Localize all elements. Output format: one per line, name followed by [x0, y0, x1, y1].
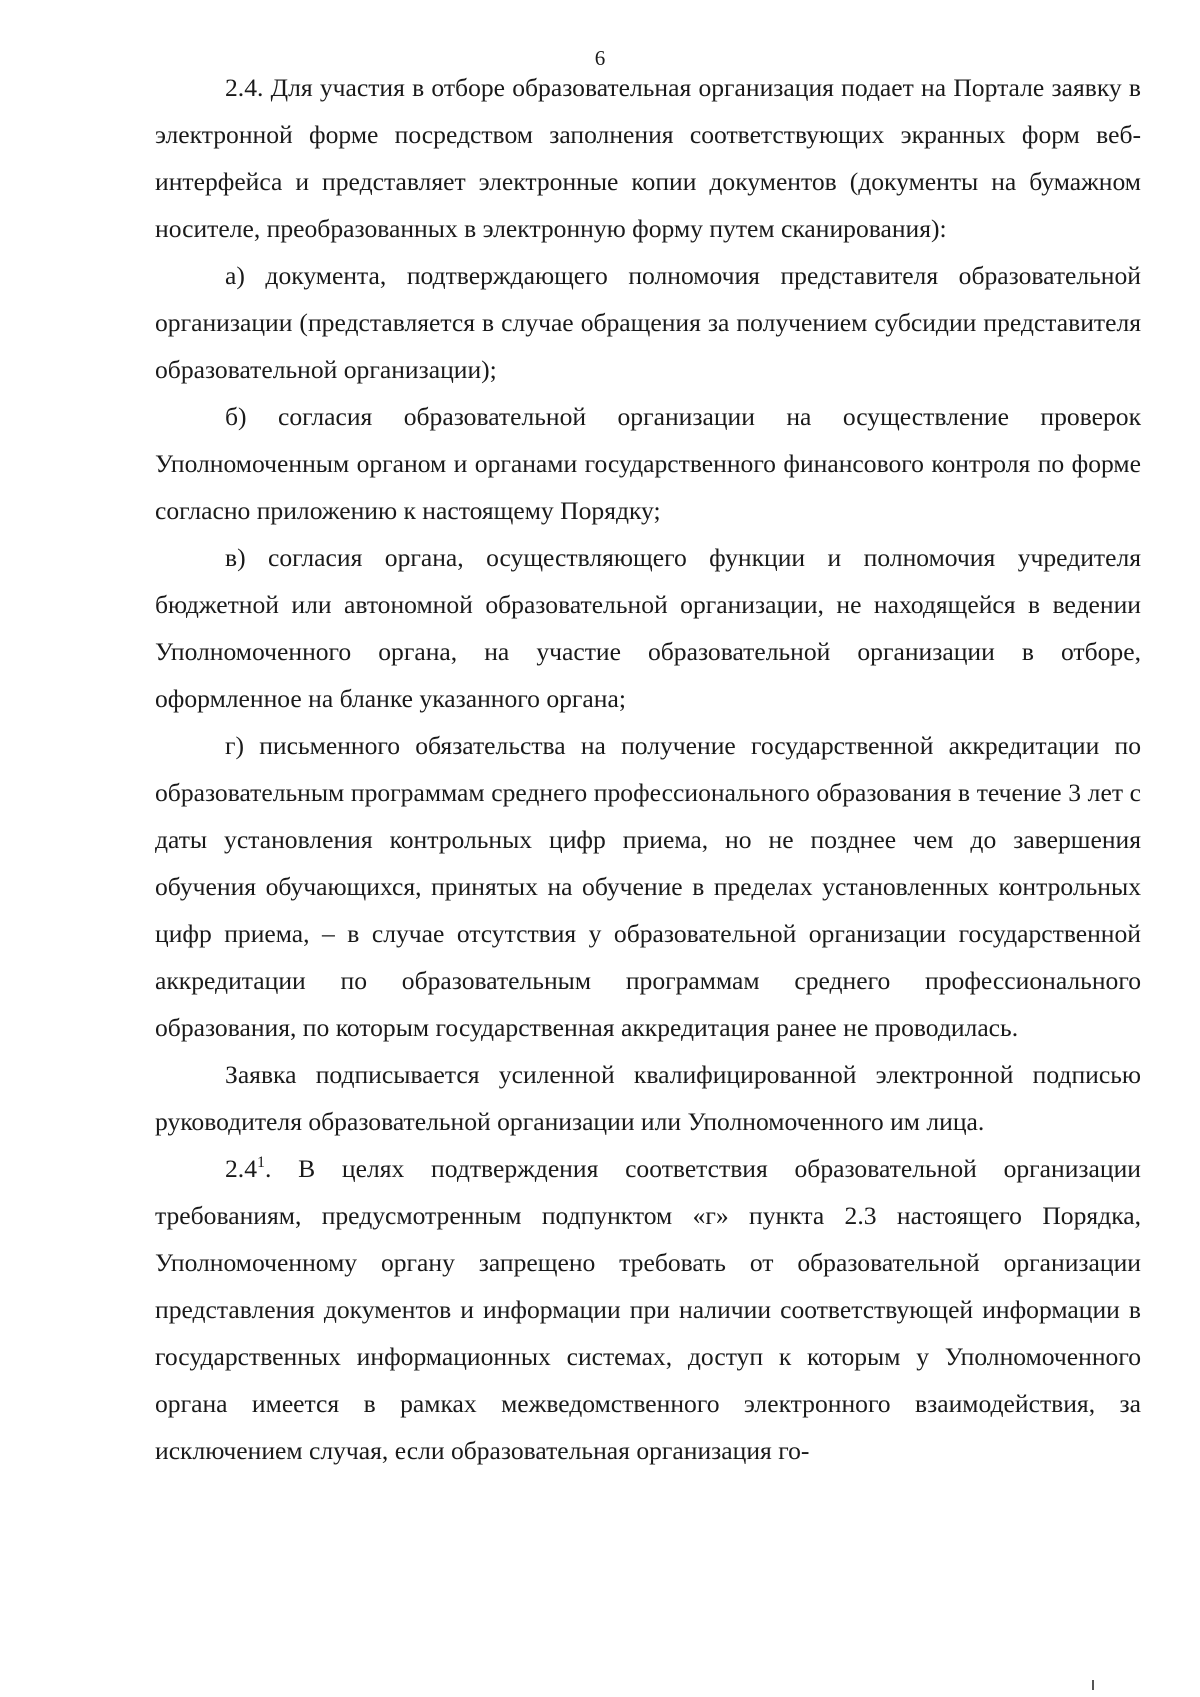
paragraph-2-4: 2.4. Для участия в отборе образовательная организация подает на Портале заявку в электронной форме посредством заполнения соответствующих экранных форм веб-интерфейса и представляет электронные копии документов (документы на бумажном носителе, преобразованных в электронную форму путем сканирования): — [155, 73, 1141, 243]
paragraph-item-g: г) письменного обязательства на получение государственной аккредитации по образовательным программам среднего профессионального образования в течение 3 лет с даты установления контрольных цифр приема, но не позднее чем до завершения обучения обучающихся, принятых на обучение в пределах установленных контрольных цифр приема, – в случае отсутствия у образовательной организации государственной аккредитации по образовательным программам среднего профессионального образования, по которым государственная аккредитация ранее не проводилась. — [155, 731, 1141, 1042]
paragraph-2-4-1 — [155, 1145, 1141, 1474]
page-number: 6 — [594, 46, 606, 70]
paragraph-signature: Заявка подписывается усиленной квалифицированной электронной подписью руководителя образовательной организации или Уполномоченного им лица. — [155, 1060, 1141, 1136]
paragraph-2-4-1-text: . В целях подтверждения соответствия образовательной организации требованиям, предусмотренным подпунктом «г» пункта 2.3 настоящего Порядка, Уполномоченному органу запрещено требовать от образовательной организации представления документов и информации при наличии соответствующей информации в государственных информационных системах, доступ к которым у Уполномоченного органа имеется в рамках межведомственного электронного взаимодействия, за исключением случая, если образовательная организация го- — [155, 1154, 1141, 1465]
paragraph-item-b: б) согласия образовательной организации на осуществление проверок Уполномоченным органом и органами государственного финансового контроля по форме согласно приложению к настоящему Порядку; — [155, 402, 1141, 525]
scan-mark — [1092, 1680, 1094, 1690]
document-body — [155, 64, 1141, 1474]
paragraph-number-prefix: 2.4 — [225, 1154, 257, 1183]
paragraph-item-a: а) документа, подтверждающего полномочия представителя образовательной организации (представляется в случае обращения за получением субсидии представителя образовательной организации); — [155, 261, 1141, 384]
paragraph-item-v: в) согласия органа, осуществляющего функции и полномочия учредителя бюджетной или автономной образовательной организации, не находящейся в ведении Уполномоченного органа, на участие образовательной организации в отборе, оформленное на бланке указанного органа; — [155, 543, 1141, 713]
paragraph-number-superscript: 1 — [257, 1154, 265, 1171]
